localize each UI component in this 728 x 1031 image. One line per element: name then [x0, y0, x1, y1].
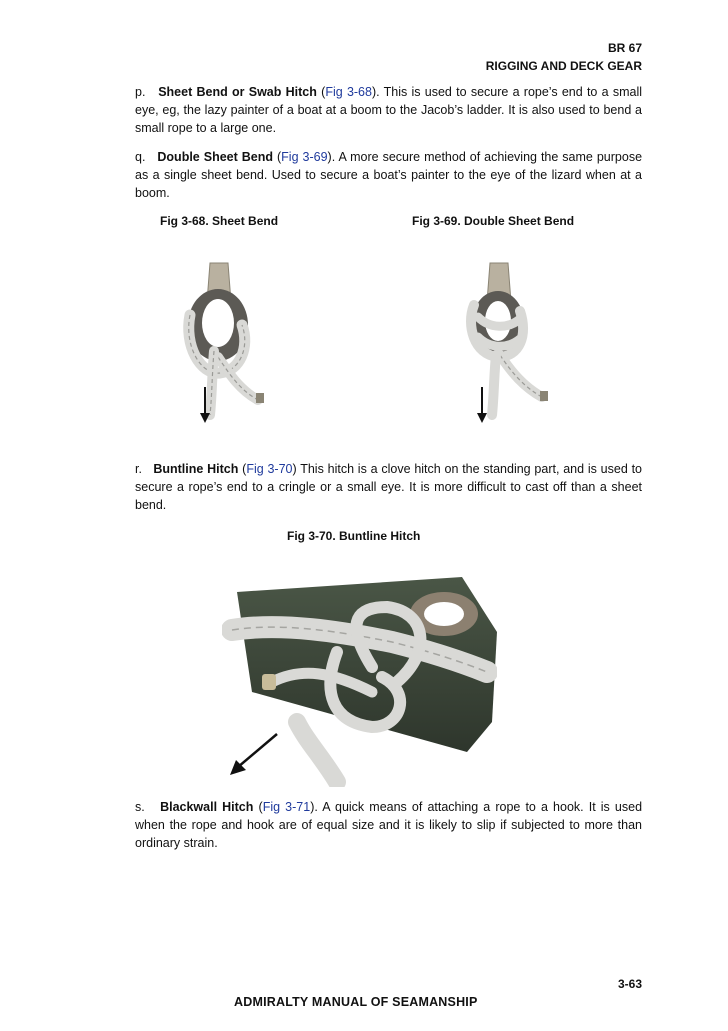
chapter-title: RIGGING AND DECK GEAR [485, 59, 642, 73]
figure-reference-link[interactable]: Fig 3-68 [325, 85, 372, 99]
paragraph-title: Buntline Hitch [153, 462, 239, 476]
paragraph-letter: r. [135, 462, 142, 476]
paragraph-q: q. Double Sheet Bend (Fig 3-69). A more secure method of achieving the same purpose as a single sheet bend. Used to secure a boat’s painter to the eye of the lizard when at a boom. [135, 150, 643, 200]
figure-caption-3-70: Fig 3-70. Buntline Hitch [287, 529, 421, 543]
document-id: BR 67 [607, 41, 642, 55]
paragraph-text: . This is used to secure a rope’s end to a small eye, eg, the lazy painter of a boat at a boom to the Jacob’s ladder. It is also used to bend a small rope to a large one. [135, 85, 643, 135]
double-sheet-bend-illustration [450, 255, 570, 435]
manual-title: ADMIRALTY MANUAL OF SEAMANSHIP [234, 995, 478, 1009]
paragraph-title: Blackwall Hitch [160, 800, 254, 814]
figure-caption-3-68: Fig 3-68. Sheet Bend [160, 214, 279, 228]
sheet-bend-illustration [170, 255, 290, 435]
figure-reference-link[interactable]: Fig 3-70 [246, 462, 293, 476]
page-number: 3-63 [617, 977, 642, 991]
paragraph-p: p. Sheet Bend or Swab Hitch (Fig 3-68). This is used to secure a rope’s end to a small eye, eg, the lazy painter of a boat at a boom to the Jacob’s ladder. It is also used to bend a small rope to a large one. [135, 85, 643, 135]
paragraph-letter: s. [135, 800, 145, 814]
paragraph-text: This hitch is a clove hitch on the standing part, and is used to secure a rope’s end to a cringle or a small eye. It is more difficult to cast off than a sheet bend. [135, 462, 642, 512]
figure-reference-link[interactable]: Fig 3-71 [262, 800, 311, 814]
paragraph-letter: q. [135, 150, 146, 164]
paragraph-title: Sheet Bend or Swab Hitch [158, 85, 317, 99]
paragraph-text: . A quick means of attaching a rope to a hook. It is used when the rope and hook are of equal size and it is likely to slip if subjected to more than ordinary strain. [135, 800, 643, 850]
figure-caption-3-69: Fig 3-69. Double Sheet Bend [412, 214, 575, 228]
paragraph-r: r. Buntline Hitch (Fig 3-70) This hitch is a clove hitch on the standing part, and is used to secure a rope’s end to a cringle or a small eye. It is more difficult to cast off than a sheet bend. [135, 462, 642, 512]
paragraph-title: Double Sheet Bend [157, 150, 274, 164]
paragraph-s: s. Blackwall Hitch (Fig 3-71). A quick means of attaching a rope to a hook. It is used when the rope and hook are of equal size and it is likely to slip if subjected to more than ordinary strain. [135, 800, 643, 850]
figure-reference-link[interactable]: Fig 3-69 [281, 150, 328, 164]
paragraph-letter: p. [135, 85, 146, 99]
buntline-hitch-illustration [222, 572, 497, 787]
paragraph-text: . A more secure method of achieving the same purpose as a single sheet bend. Used to secure a boat’s painter to the eye of the lizard when at a boom. [135, 150, 643, 200]
